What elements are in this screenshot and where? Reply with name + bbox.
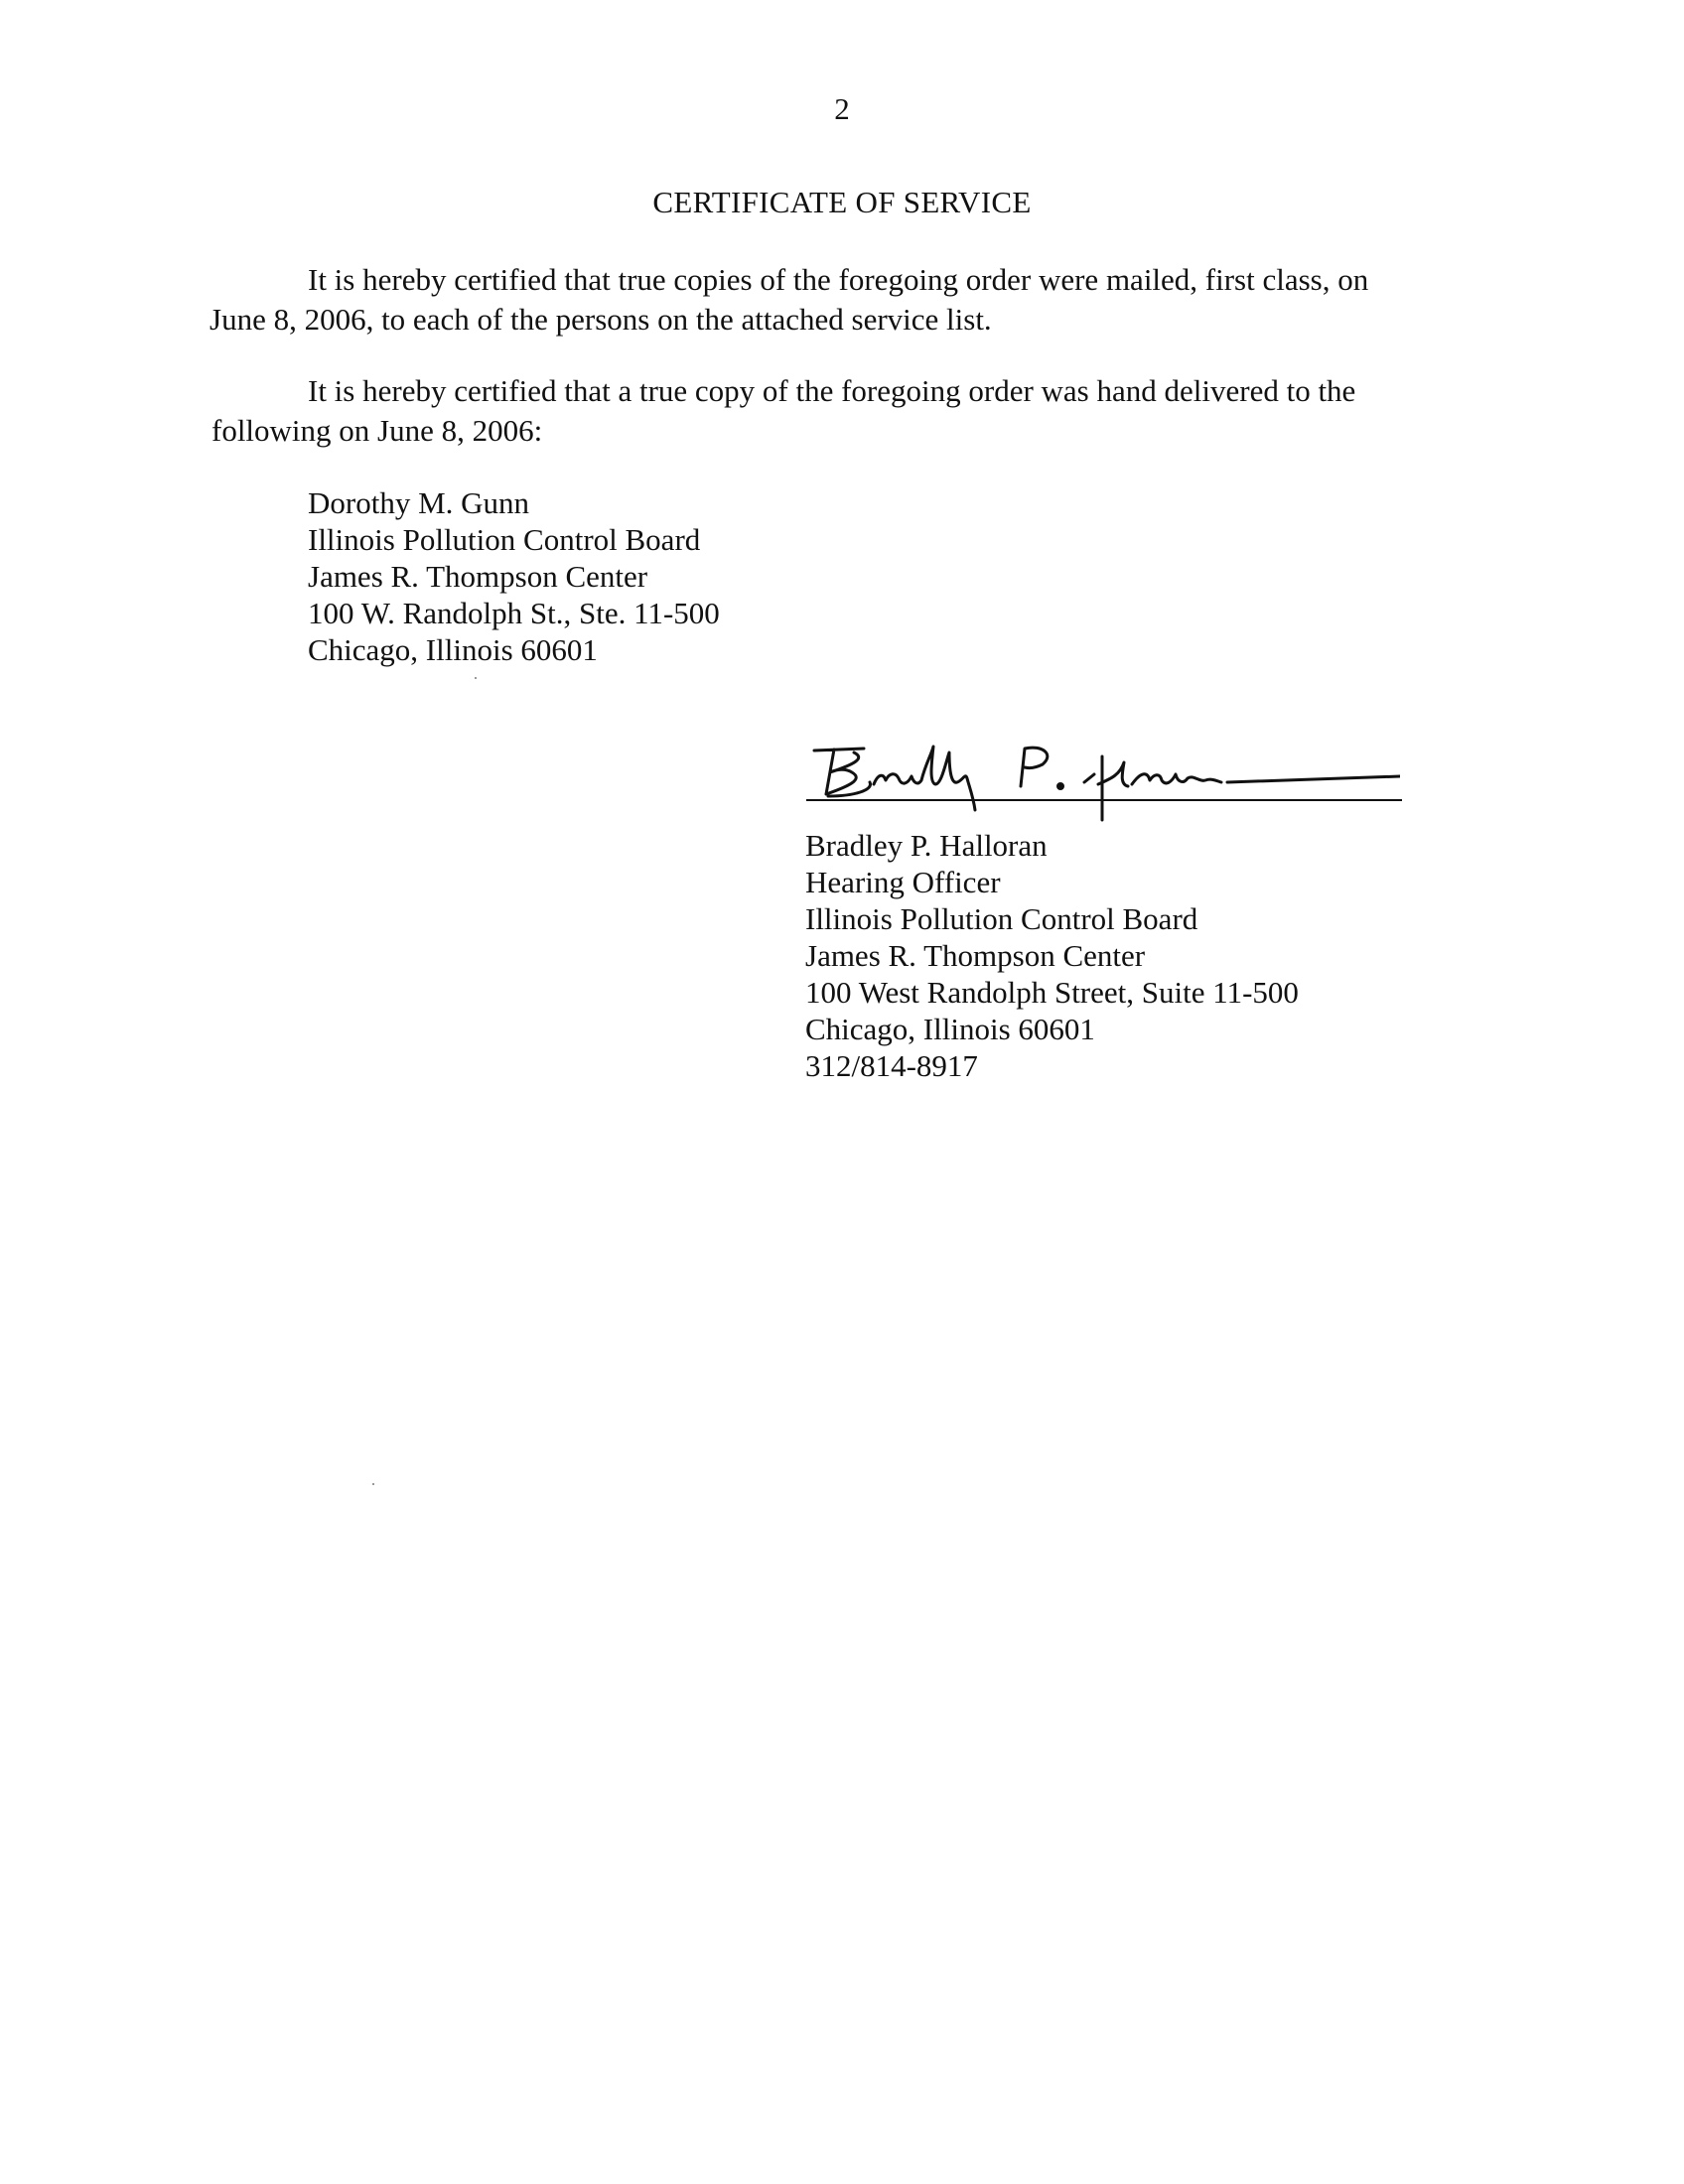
signer-name: Bradley P. Halloran	[805, 828, 1048, 863]
paragraph-line: It is hereby certified that true copies of the foregoing order were mailed, first class, on	[308, 262, 1369, 297]
recipient-organization: Illinois Pollution Control Board	[308, 522, 701, 557]
document-title: CERTIFICATE OF SERVICE	[652, 185, 1032, 219]
signer-street: 100 West Randolph Street, Suite 11-500	[805, 975, 1299, 1010]
recipient-name: Dorothy M. Gunn	[308, 485, 530, 520]
paragraph-line: following on June 8, 2006:	[211, 413, 543, 448]
signer-building: James R. Thompson Center	[805, 938, 1146, 973]
paragraph-line: It is hereby certified that a true copy of the foregoing order was hand delivered to the	[308, 373, 1356, 408]
handwritten-signature	[804, 735, 1400, 824]
hand-delivery-certification-paragraph	[210, 371, 1500, 451]
recipient-city: Chicago, Illinois 60601	[308, 632, 598, 667]
signer-address-block	[805, 827, 1299, 1084]
recipient-street: 100 W. Randolph St., Ste. 11-500	[308, 596, 720, 630]
signer-phone: 312/814-8917	[805, 1048, 978, 1083]
paragraph-line: June 8, 2006, to each of the persons on the attached service list.	[210, 302, 992, 337]
signer-title: Hearing Officer	[805, 865, 1001, 899]
signer-organization: Illinois Pollution Control Board	[805, 901, 1198, 936]
signature-line	[806, 799, 1402, 801]
signer-city: Chicago, Illinois 60601	[805, 1012, 1095, 1046]
recipient-address-block	[308, 484, 720, 668]
page-number: 2	[834, 91, 850, 126]
scan-speck	[372, 1483, 374, 1485]
recipient-building: James R. Thompson Center	[308, 559, 648, 594]
mailing-certification-paragraph	[210, 260, 1500, 340]
scan-speck	[475, 677, 477, 679]
